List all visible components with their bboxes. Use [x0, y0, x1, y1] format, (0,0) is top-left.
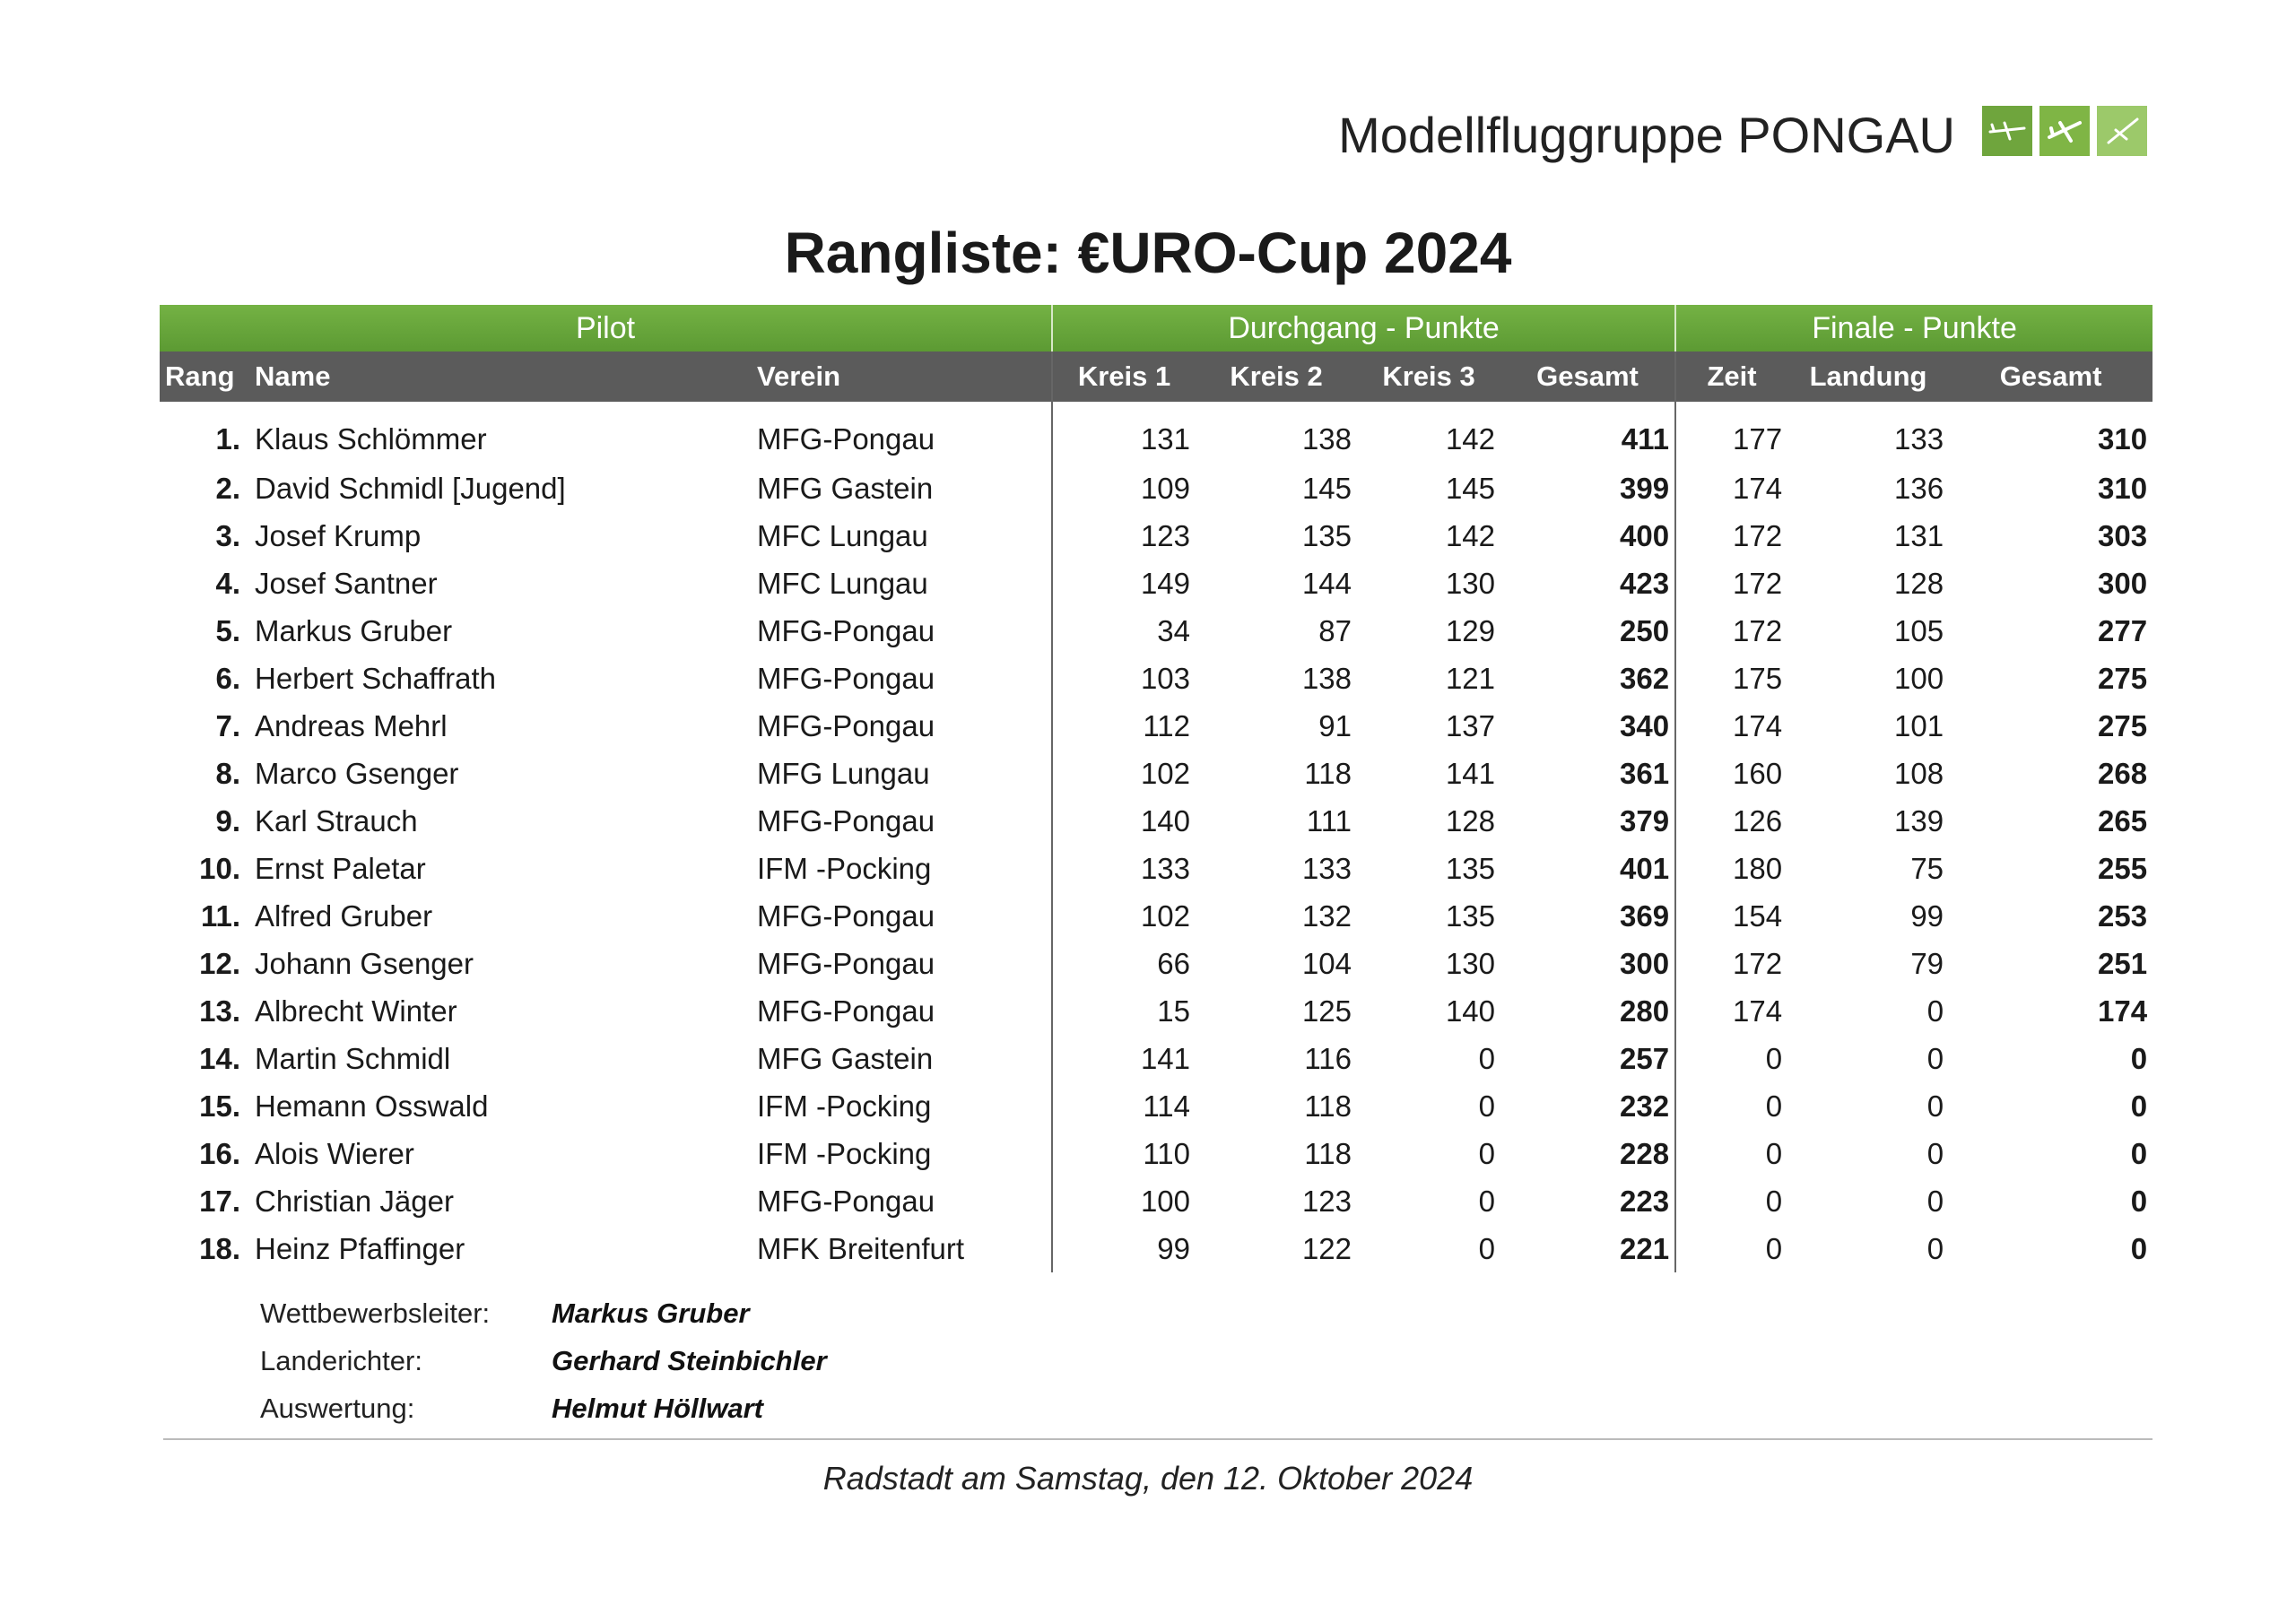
kreis2-cell: 144 [1301, 566, 1352, 600]
club-cell: MFG-Pongau [757, 613, 935, 647]
durchgang-total-cell: 232 [1619, 1089, 1670, 1123]
durchgang-total-cell: 340 [1619, 708, 1670, 742]
landung-cell: 131 [1893, 518, 1944, 552]
rang-cell: 16. [199, 1136, 240, 1170]
official-label: Landerichter: [260, 1344, 422, 1376]
pilot-name-cell: Marco Gsenger [255, 756, 459, 790]
kreis1-cell: 110 [1052, 1130, 1196, 1177]
kreis1-cell: 66 [1052, 940, 1196, 987]
glider-icon [1982, 106, 2032, 156]
pilot-name-cell: Johann Gsenger [255, 946, 474, 980]
final-total-cell: 275 [2098, 661, 2148, 695]
group-header-pilot: Pilot [160, 305, 1052, 352]
rang-cell: 13. [199, 994, 240, 1028]
landung-cell: 0 [1926, 1041, 1944, 1075]
table-row [160, 1130, 2152, 1177]
table-row [160, 1035, 2152, 1082]
official-row [260, 1384, 827, 1432]
durchgang-total-cell: 369 [1619, 898, 1670, 933]
kreis2-cell: 116 [1304, 1041, 1352, 1075]
official-value: Markus Gruber [552, 1297, 750, 1329]
kreis2-cell: 125 [1301, 994, 1352, 1028]
final-total-cell: 174 [2098, 994, 2148, 1028]
final-total-cell: 265 [2098, 803, 2148, 838]
kreis1-cell: 102 [1052, 892, 1196, 940]
kreis2-cell: 135 [1301, 518, 1352, 552]
col-header-zeit: Zeit [1675, 352, 1787, 402]
club-cell: MFG Lungau [757, 756, 930, 790]
table-row [160, 1082, 2152, 1130]
kreis1-cell: 34 [1052, 607, 1196, 655]
col-header-gesamt: Gesamt [1500, 352, 1675, 402]
official-row [260, 1337, 827, 1384]
zeit-cell: 160 [1675, 750, 1787, 797]
group-header-durchgang: Durchgang - Punkte [1052, 305, 1675, 352]
kreis1-cell: 99 [1052, 1225, 1196, 1272]
table-row [160, 797, 2152, 845]
durchgang-total-cell: 228 [1619, 1136, 1670, 1170]
zeit-cell: 175 [1675, 655, 1787, 702]
final-total-cell: 0 [2130, 1136, 2148, 1170]
landung-cell: 0 [1926, 1184, 1944, 1218]
official-row [260, 1289, 827, 1337]
pilot-name-cell: Heinz Pfaffinger [255, 1231, 465, 1265]
col-header-rang: Rang [160, 352, 249, 402]
zeit-cell: 172 [1675, 560, 1787, 607]
table-row [160, 464, 2152, 512]
club-cell: MFG-Pongau [757, 661, 935, 695]
club-cell: MFG-Pongau [757, 1184, 935, 1218]
durchgang-total-cell: 379 [1619, 803, 1670, 838]
rang-cell: 12. [199, 946, 240, 980]
kreis3-cell: 142 [1445, 518, 1496, 552]
table-row [160, 892, 2152, 940]
pilot-name-cell: Alois Wierer [255, 1136, 414, 1170]
table-row [160, 655, 2152, 702]
rang-cell: 15. [199, 1089, 240, 1123]
official-label: Auswertung: [260, 1392, 415, 1424]
kreis2-cell: 118 [1304, 1089, 1352, 1123]
table-row [160, 702, 2152, 750]
group-header-finale: Finale - Punkte [1675, 305, 2152, 352]
table-row [160, 607, 2152, 655]
club-cell: IFM -Pocking [757, 1089, 932, 1123]
club-cell: MFG-Pongau [757, 708, 935, 742]
kreis1-cell: 149 [1052, 560, 1196, 607]
kreis1-cell: 15 [1052, 987, 1196, 1035]
rang-cell: 7. [215, 708, 240, 742]
final-total-cell: 0 [2130, 1089, 2148, 1123]
landung-cell: 0 [1926, 1231, 1944, 1265]
kreis2-cell: 87 [1318, 613, 1352, 647]
col-header-landung: Landung [1787, 352, 1949, 402]
club-logos [1982, 106, 2147, 156]
rang-cell: 5. [215, 613, 240, 647]
zeit-cell: 174 [1675, 702, 1787, 750]
kreis3-cell: 135 [1445, 898, 1496, 933]
durchgang-total-cell: 423 [1619, 566, 1670, 600]
final-total-cell: 255 [2098, 851, 2148, 885]
pilot-name-cell: Christian Jäger [255, 1184, 454, 1218]
durchgang-total-cell: 400 [1619, 518, 1670, 552]
pilot-name-cell: Andreas Mehrl [255, 708, 448, 742]
durchgang-total-cell: 300 [1619, 946, 1670, 980]
final-total-cell: 253 [2098, 898, 2148, 933]
column-header-row [160, 352, 2152, 402]
rang-cell: 11. [200, 898, 240, 933]
zeit-cell: 154 [1675, 892, 1787, 940]
pilot-name-cell: David Schmidl [Jugend] [255, 471, 566, 505]
kreis1-cell: 100 [1052, 1177, 1196, 1225]
official-value: Helmut Höllwart [552, 1392, 763, 1424]
footer-place-date: Radstadt am Samstag, den 12. Oktober 2024 [822, 1460, 1474, 1497]
kreis1-cell: 131 [1052, 402, 1196, 464]
kreis3-cell: 137 [1445, 708, 1496, 742]
kreis2-cell: 118 [1304, 1136, 1352, 1170]
rang-cell: 1. [215, 422, 240, 456]
kreis1-cell: 114 [1052, 1082, 1196, 1130]
club-cell: MFG-Pongau [757, 898, 935, 933]
kreis2-cell: 123 [1301, 1184, 1352, 1218]
final-total-cell: 275 [2098, 708, 2148, 742]
rang-cell: 2. [215, 471, 240, 505]
kreis3-cell: 130 [1445, 946, 1496, 980]
kreis2-cell: 138 [1301, 661, 1352, 695]
pilot-name-cell: Markus Gruber [255, 613, 453, 647]
club-cell: MFG-Pongau [757, 803, 935, 838]
final-total-cell: 0 [2130, 1041, 2148, 1075]
zeit-cell: 126 [1675, 797, 1787, 845]
jet-icon [2097, 106, 2147, 156]
landung-cell: 105 [1893, 613, 1944, 647]
pilot-name-cell: Klaus Schlömmer [255, 422, 487, 456]
club-cell: MFG-Pongau [757, 946, 935, 980]
final-total-cell: 310 [2098, 471, 2148, 505]
landung-cell: 99 [1910, 898, 1944, 933]
zeit-cell: 0 [1675, 1035, 1787, 1082]
kreis3-cell: 0 [1478, 1136, 1496, 1170]
kreis2-cell: 118 [1304, 756, 1352, 790]
final-total-cell: 277 [2098, 613, 2148, 647]
official-value: Gerhard Steinbichler [552, 1344, 827, 1376]
rang-cell: 17. [199, 1184, 240, 1218]
table-row [160, 402, 2152, 464]
footer-divider [163, 1438, 2152, 1440]
pilot-name-cell: Karl Strauch [255, 803, 418, 838]
col-header-final-gesamt: Gesamt [1949, 352, 2152, 402]
durchgang-total-cell: 401 [1619, 851, 1670, 885]
final-total-cell: 300 [2098, 566, 2148, 600]
table-row [160, 940, 2152, 987]
kreis3-cell: 145 [1445, 471, 1496, 505]
durchgang-total-cell: 223 [1619, 1184, 1670, 1218]
rang-cell: 4. [215, 566, 240, 600]
final-total-cell: 310 [2098, 422, 2148, 456]
club-cell: MFC Lungau [757, 566, 928, 600]
club-name: Modellfluggruppe PONGAU [1338, 107, 1955, 163]
landung-cell: 128 [1893, 566, 1944, 600]
col-header-kreis1: Kreis 1 [1052, 352, 1196, 402]
kreis1-cell: 102 [1052, 750, 1196, 797]
pilot-name-cell: Martin Schmidl [255, 1041, 451, 1075]
landung-cell: 100 [1893, 661, 1944, 695]
table-row [160, 750, 2152, 797]
rang-cell: 8. [215, 756, 240, 790]
kreis1-cell: 109 [1052, 464, 1196, 512]
final-total-cell: 0 [2130, 1184, 2148, 1218]
landung-cell: 0 [1926, 1136, 1944, 1170]
zeit-cell: 180 [1675, 845, 1787, 892]
officials-list [260, 1289, 827, 1432]
kreis3-cell: 142 [1445, 422, 1496, 456]
club-cell: MFG Gastein [757, 1041, 934, 1075]
durchgang-total-cell: 399 [1619, 471, 1670, 505]
group-header-row [160, 305, 2152, 352]
rang-cell: 10. [199, 851, 240, 885]
club-cell: MFG-Pongau [757, 422, 935, 456]
table-row [160, 560, 2152, 607]
zeit-cell: 172 [1675, 607, 1787, 655]
zeit-cell: 0 [1675, 1225, 1787, 1272]
club-cell: IFM -Pocking [757, 1136, 932, 1170]
final-total-cell: 251 [2098, 946, 2148, 980]
durchgang-total-cell: 250 [1619, 613, 1670, 647]
airplane-icon [2039, 106, 2090, 156]
zeit-cell: 174 [1675, 464, 1787, 512]
pilot-name-cell: Ernst Paletar [255, 851, 426, 885]
ranking-table-container [160, 305, 2152, 1272]
pilot-name-cell: Josef Krump [255, 518, 422, 552]
landung-cell: 139 [1893, 803, 1944, 838]
table-row [160, 1177, 2152, 1225]
kreis2-cell: 133 [1301, 851, 1352, 885]
rang-cell: 18. [199, 1231, 240, 1265]
club-cell: MFC Lungau [757, 518, 928, 552]
club-cell: MFG-Pongau [757, 994, 935, 1028]
durchgang-total-cell: 221 [1619, 1231, 1670, 1265]
zeit-cell: 174 [1675, 987, 1787, 1035]
final-total-cell: 268 [2098, 756, 2148, 790]
kreis1-cell: 112 [1052, 702, 1196, 750]
col-header-verein: Verein [752, 352, 1052, 402]
pilot-name-cell: Albrecht Winter [255, 994, 457, 1028]
landung-cell: 75 [1910, 851, 1944, 885]
kreis2-cell: 132 [1301, 898, 1352, 933]
kreis1-cell: 103 [1052, 655, 1196, 702]
official-label: Wettbewerbsleiter: [260, 1297, 491, 1329]
kreis2-cell: 122 [1301, 1231, 1352, 1265]
final-total-cell: 303 [2098, 518, 2148, 552]
rang-cell: 9. [215, 803, 240, 838]
landung-cell: 79 [1910, 946, 1944, 980]
kreis2-cell: 104 [1301, 946, 1352, 980]
pilot-name-cell: Herbert Schaffrath [255, 661, 497, 695]
rang-cell: 14. [199, 1041, 240, 1075]
kreis3-cell: 128 [1445, 803, 1496, 838]
pilot-name-cell: Alfred Gruber [255, 898, 433, 933]
rang-cell: 3. [215, 518, 240, 552]
kreis3-cell: 141 [1445, 756, 1496, 790]
zeit-cell: 0 [1675, 1082, 1787, 1130]
landung-cell: 108 [1893, 756, 1944, 790]
durchgang-total-cell: 257 [1619, 1041, 1670, 1075]
durchgang-total-cell: 362 [1619, 661, 1670, 695]
kreis1-cell: 140 [1052, 797, 1196, 845]
zeit-cell: 0 [1675, 1177, 1787, 1225]
ranking-table [160, 305, 2152, 1272]
col-header-kreis2: Kreis 2 [1196, 352, 1357, 402]
table-row [160, 1225, 2152, 1272]
durchgang-total-cell: 280 [1619, 994, 1670, 1028]
kreis1-cell: 123 [1052, 512, 1196, 560]
kreis2-cell: 145 [1301, 471, 1352, 505]
kreis3-cell: 140 [1445, 994, 1496, 1028]
page-title: Rangliste: €URO-Cup 2024 [784, 221, 1512, 285]
club-cell: MFK Breitenfurt [757, 1231, 965, 1265]
zeit-cell: 177 [1675, 402, 1787, 464]
table-row [160, 987, 2152, 1035]
club-cell: MFG Gastein [757, 471, 934, 505]
kreis3-cell: 121 [1445, 661, 1496, 695]
kreis3-cell: 0 [1478, 1184, 1496, 1218]
landung-cell: 0 [1926, 1089, 1944, 1123]
kreis3-cell: 0 [1478, 1231, 1496, 1265]
kreis3-cell: 0 [1478, 1089, 1496, 1123]
kreis2-cell: 111 [1306, 803, 1352, 838]
kreis1-cell: 141 [1052, 1035, 1196, 1082]
kreis2-cell: 91 [1318, 708, 1352, 742]
kreis3-cell: 129 [1445, 613, 1496, 647]
kreis1-cell: 133 [1052, 845, 1196, 892]
zeit-cell: 172 [1675, 512, 1787, 560]
pilot-name-cell: Josef Santner [255, 566, 438, 600]
landung-cell: 136 [1893, 471, 1944, 505]
club-cell: IFM -Pocking [757, 851, 932, 885]
landung-cell: 0 [1926, 994, 1944, 1028]
landung-cell: 101 [1893, 708, 1944, 742]
col-header-name: Name [249, 352, 752, 402]
col-header-kreis3: Kreis 3 [1357, 352, 1500, 402]
pilot-name-cell: Hemann Osswald [255, 1089, 489, 1123]
table-row [160, 845, 2152, 892]
durchgang-total-cell: 411 [1621, 422, 1670, 456]
kreis3-cell: 130 [1445, 566, 1496, 600]
table-row [160, 512, 2152, 560]
kreis3-cell: 0 [1478, 1041, 1496, 1075]
kreis2-cell: 138 [1301, 422, 1352, 456]
final-total-cell: 0 [2130, 1231, 2148, 1265]
ranking-rows [160, 402, 2152, 1272]
zeit-cell: 0 [1675, 1130, 1787, 1177]
rang-cell: 6. [215, 661, 240, 695]
zeit-cell: 172 [1675, 940, 1787, 987]
kreis3-cell: 135 [1445, 851, 1496, 885]
durchgang-total-cell: 361 [1619, 756, 1670, 790]
landung-cell: 133 [1893, 422, 1944, 456]
